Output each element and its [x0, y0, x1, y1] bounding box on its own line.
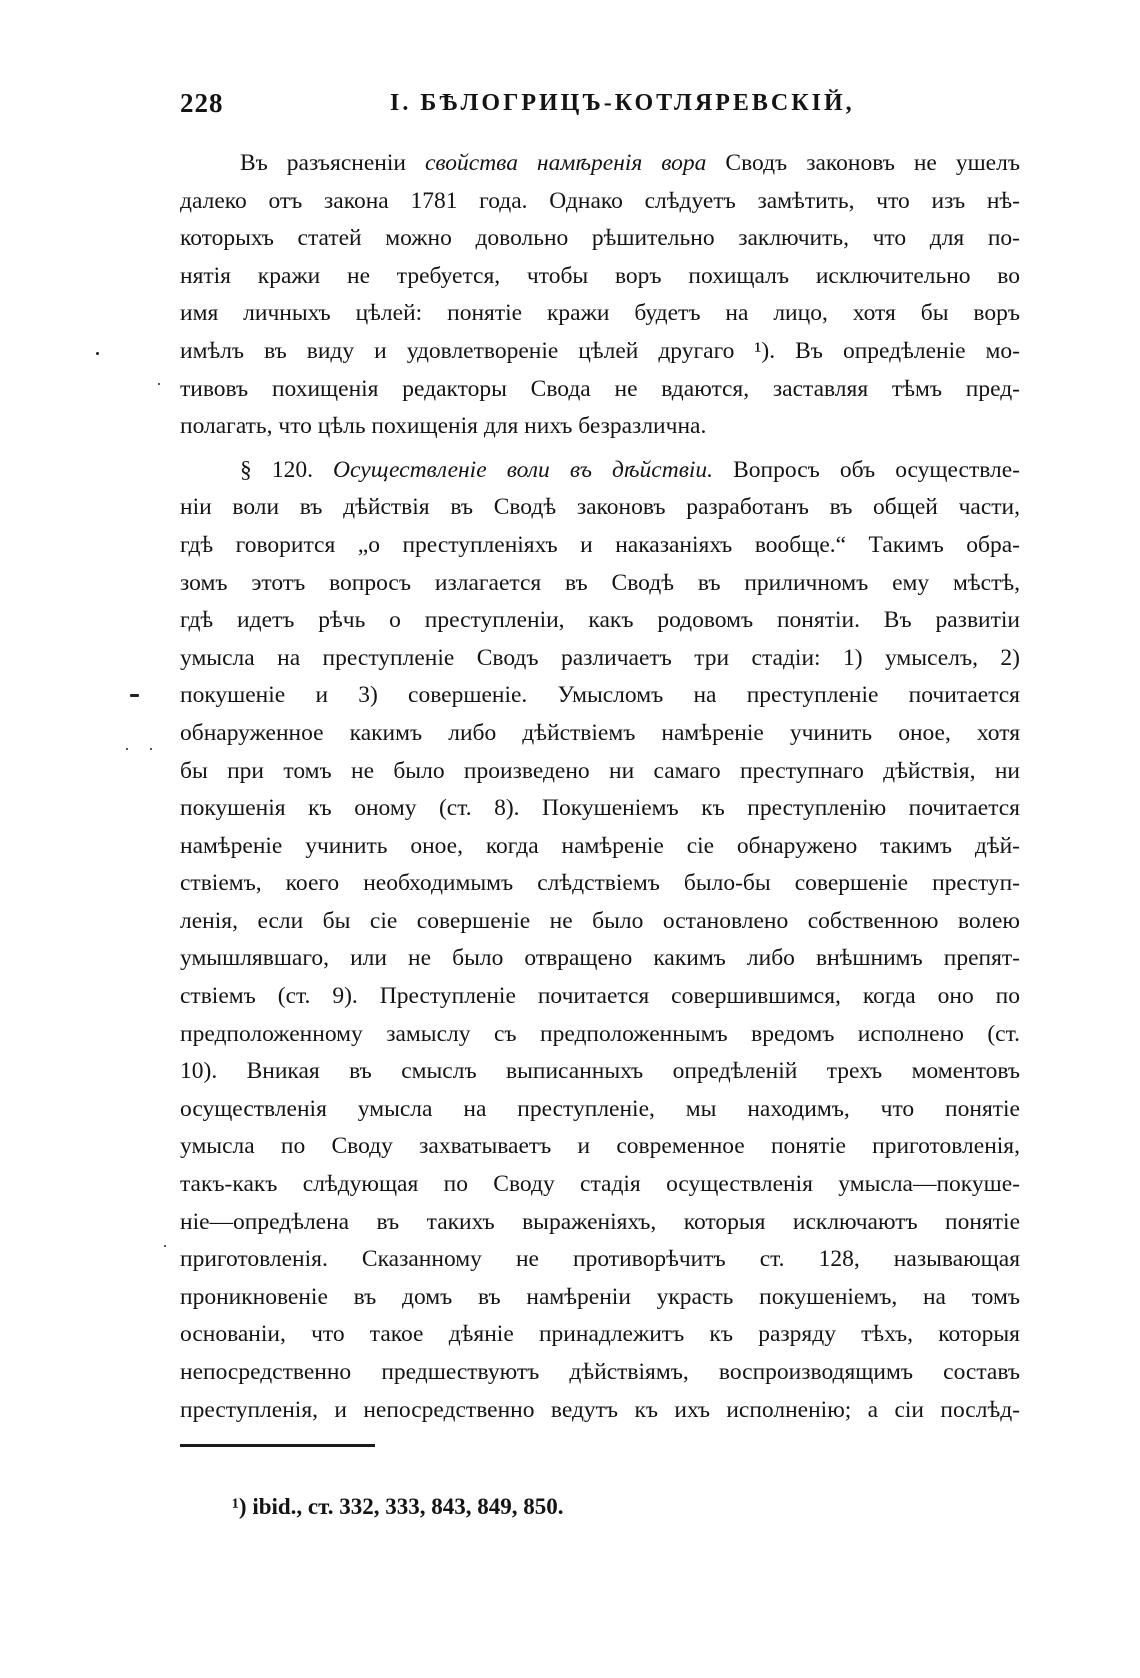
line-text: 10). Вникая въ смыслъ выписанныхъ опредѣленій трехъ моментовъ	[180, 1058, 1020, 1085]
page-number: 228	[180, 88, 224, 118]
line-text: тивовъ похищенія редакторы Свода не вдаются, заставляя тѣмъ пред-	[180, 375, 1020, 402]
text-line	[180, 220, 1020, 258]
text-line	[180, 715, 1020, 753]
line-text: покушенія къ оному (ст. 8). Покушеніемъ къ преступленію почитается	[180, 795, 1020, 822]
line-text: непосредственно предшествуютъ дѣйствіямъ, воспроизводящимъ составъ	[180, 1359, 1020, 1385]
text-line	[180, 1279, 1020, 1317]
line-text: ствіемъ, коего необходимымъ слѣдствіемъ было-бы совершеніе преступ-	[180, 870, 1020, 897]
line-text: далеко отъ закона 1781 года. Однако слѣдуетъ замѣтить, что изъ нѣ-	[180, 187, 1020, 214]
line-text: основаніи, что такое дѣяніе принадлежитъ къ разряду тѣхъ, которыя	[180, 1321, 1020, 1348]
text-line	[180, 1128, 1020, 1166]
line-text: предположенному замыслу съ предположеннымъ вредомъ исполнено (ст.	[180, 1020, 1020, 1047]
text-line	[180, 865, 1020, 903]
line-text: такъ-какъ слѣдующая по Своду стадія осуществленія умысла—покуше-	[180, 1171, 1020, 1198]
text-line	[180, 1204, 1020, 1242]
text-line	[180, 408, 1020, 446]
line-text: обнаруженное какимъ либо дѣйствіемъ намѣреніе учинить оное, хотя	[180, 719, 1020, 746]
text-line	[180, 183, 1020, 221]
line-text: приготовленія. Сказанному не противорѣчитъ ст. 128, называющая	[180, 1246, 1020, 1273]
footnote-divider	[180, 1444, 375, 1447]
line-text: преступленія, и непосредственно ведутъ къ ихъ исполненію; а сіи послѣд-	[180, 1396, 1020, 1423]
text-line	[180, 1053, 1020, 1091]
line-text: гдѣ идетъ рѣчь о преступленіи, какъ родовомъ понятіи. Въ развитіи	[180, 607, 1020, 634]
margin-speck	[126, 748, 128, 750]
text-line	[180, 1016, 1020, 1054]
margin-speck	[96, 352, 99, 355]
line-text: Сводъ законовъ не ушелъ	[706, 150, 1020, 176]
text-line	[180, 978, 1020, 1016]
text-line	[180, 452, 1020, 490]
text-line	[180, 258, 1020, 296]
line-text: имя личныхъ цѣлей: понятіе кражи будетъ на лицо, хотя бы воръ	[180, 300, 1020, 327]
text-line	[180, 940, 1020, 978]
margin-speck	[130, 694, 139, 697]
text-line	[180, 1166, 1020, 1204]
footnote-text: ibid., ст. 332, 333, 843, 849, 850.	[252, 1494, 564, 1519]
line-text: гдѣ говорится „о преступленіяхъ и наказаніяхъ вообще.“ Такимъ обра-	[180, 531, 1020, 558]
line-italic-text: свойства намѣренія вора	[424, 150, 707, 176]
line-text: нятія кражи не требуется, чтобы воръ похищалъ исключительно во	[180, 262, 1020, 289]
text-line	[180, 527, 1020, 565]
text-line	[180, 1241, 1020, 1279]
text-line	[180, 677, 1020, 715]
line-text: покушеніе и 3) совершеніе. Умысломъ на преступленіе почитается	[180, 682, 1020, 709]
line-text: умысла по Своду захватываетъ и современное понятіе приготовленія,	[180, 1133, 1020, 1160]
line-text: проникновеніе въ домъ въ намѣреніи украсть покушеніемъ, на томъ	[180, 1283, 1020, 1310]
text-line	[180, 790, 1020, 828]
line-text: § 120.	[240, 456, 334, 483]
text-line	[180, 489, 1020, 527]
line-text: которыхъ статей можно довольно рѣшительно заключить, что для по-	[180, 225, 1020, 252]
text-line	[180, 602, 1020, 640]
line-text: умышлявшаго, или не было отвращено какимъ либо внѣшнимъ препят-	[180, 945, 1020, 972]
line-text: ствіемъ (ст. 9). Преступленіе почитается совершившимся, когда оно по	[180, 983, 1020, 1010]
text-line	[180, 903, 1020, 941]
line-text: зомъ этотъ вопросъ излагается въ Сводѣ въ приличномъ ему мѣстѣ,	[180, 569, 1020, 596]
margin-speck	[164, 1245, 166, 1247]
text-line	[180, 145, 1020, 183]
line-text: ніи воли въ дѣйствія въ Сводѣ законовъ разработанъ въ общей части,	[180, 494, 1020, 521]
margin-speck	[158, 383, 160, 385]
text-line	[180, 753, 1020, 791]
margin-speck	[150, 748, 152, 750]
text-line	[180, 828, 1020, 866]
text-line	[180, 1354, 1020, 1392]
line-text: полагать, что цѣль похищенія для нихъ безразлична.	[180, 413, 707, 440]
footnote	[232, 1494, 563, 1520]
line-text: намѣреніе учинить оное, когда намѣреніе сіе обнаружено такимъ дѣй-	[180, 832, 1020, 859]
line-text: осуществленія умысла на преступленіе, мы находимъ, что понятіе	[180, 1095, 1020, 1122]
running-title: I. БѢЛОГРИЦЪ-КОТЛЯРЕВСКІЙ,	[390, 90, 855, 116]
text-line	[180, 1316, 1020, 1354]
text-line	[180, 565, 1020, 603]
line-text: Вопросъ объ осуществле-	[713, 456, 1021, 483]
text-line	[180, 1392, 1020, 1430]
footnote-marker: ¹)	[232, 1494, 247, 1519]
text-line	[180, 640, 1020, 678]
line-text: бы при томъ не было произведено ни самаго преступнаго дѣйствія, ни	[180, 757, 1020, 784]
line-text: имѣлъ въ виду и удовлетвореніе цѣлей другаго ¹). Въ опредѣленіе мо-	[180, 337, 1020, 364]
line-text: ніе—опредѣлена въ такихъ выраженіяхъ, которыя исключаютъ понятіе	[180, 1208, 1020, 1235]
line-text: Въ разъясненіи	[240, 150, 425, 176]
body-text	[180, 145, 1020, 1429]
text-line	[180, 295, 1020, 333]
text-line	[180, 333, 1020, 371]
line-text: ленія, если бы сіе совершеніе не было остановлено собственною волею	[180, 907, 1020, 934]
page-header	[180, 88, 1020, 128]
line-italic-text: Осуществленіе воли въ дѣйствіи.	[333, 456, 714, 483]
line-text: умысла на преступленіе Сводъ различаетъ три стадіи: 1) умыселъ, 2)	[180, 644, 1020, 671]
text-line	[180, 1091, 1020, 1129]
text-line	[180, 371, 1020, 409]
